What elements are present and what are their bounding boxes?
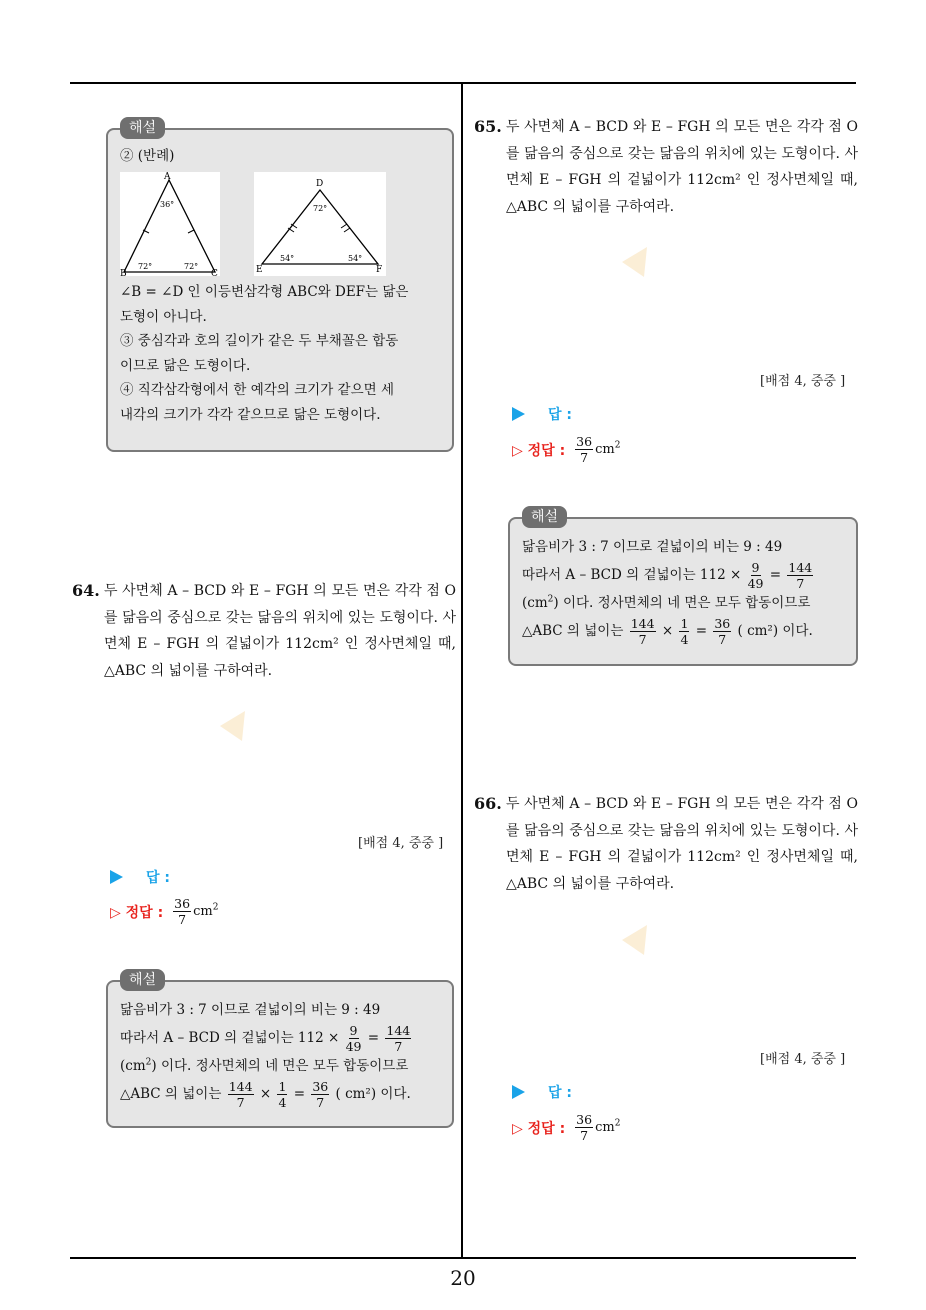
tri1-right-angle: 72° (184, 262, 199, 271)
answer-unit: $cm^2$ (193, 902, 219, 919)
exp-line: 도형이 아니다. (120, 308, 207, 325)
exp-line-4: △ABC 의 넓이는 $\frac{144}{7}$ × $\frac{1}{4}$ = $\frac{36}{7}$ ( cm²) 이다. (120, 1079, 411, 1110)
answer-arrow-icon (512, 407, 525, 421)
exp-line-1: 닮음비가 3 : 7 이므로 겉넓이의 비는 9 : 49 (522, 539, 783, 555)
answer-unit: $cm^2$ (595, 1118, 621, 1135)
explanation-tag: 해설 (522, 506, 567, 528)
tri2-right: F (376, 265, 383, 275)
tri1-apex: A (164, 172, 171, 182)
explanation-tag: 해설 (120, 969, 165, 991)
answer-fraction: $\frac{36}{7}$ (576, 434, 593, 465)
exp-line-2: 따라서 A – BCD 의 겉넓이는 112 × $\frac{9}{49}$ = $\frac{144}{7}$ (522, 559, 813, 591)
problem-number: 66. (474, 794, 502, 813)
problem-64 (72, 578, 456, 684)
tetrahedra-figure (180, 690, 380, 806)
tetrahedra-figure (582, 904, 782, 1020)
answer-fraction: $\frac{36}{7}$ (174, 896, 191, 927)
answer-arrow-icon (512, 1085, 525, 1099)
exp-line: ∠B = ∠D 인 이등변삼각형 ABC와 DEF는 닮은 (120, 284, 409, 300)
answer-label: 답 : (146, 870, 170, 886)
tri1-left-angle: 72° (138, 262, 153, 271)
answer-arrow-icon (110, 870, 123, 884)
exp-line: ④ 직각삼각형에서 한 예각의 크기가 같으면 세 (120, 382, 394, 398)
tri1-left: B (120, 269, 127, 276)
score-info: [배점 4, 중중 ] (760, 374, 846, 389)
explanation-tag: 해설 (120, 117, 165, 139)
exp-line: ③ 중심각과 호의 길이가 같은 두 부채꼴은 합동 (120, 333, 399, 349)
answer-label: 답 : (548, 1085, 572, 1101)
score-info: [배점 4, 중중 ] (760, 1052, 846, 1067)
counterexample-label: ② (반례) (120, 148, 175, 164)
tri2-right-angle: 54° (348, 254, 363, 263)
answer-unit: $cm^2$ (595, 440, 621, 457)
problem-65 (474, 114, 858, 220)
exp-line: 이므로 닮은 도형이다. (120, 357, 251, 374)
tetrahedra-figure (582, 226, 782, 342)
explanation-box-65 (508, 509, 858, 666)
tri1-right: C (211, 269, 218, 276)
tri2-left-angle: 54° (280, 254, 295, 263)
exp-line-2: 따라서 A – BCD 의 겉넓이는 112 × $\frac{9}{49}$ = $\frac{144}{7}$ (120, 1022, 411, 1054)
explanation-box-64 (106, 972, 454, 1128)
correct-answer: ▷ 정답 : $\frac{36}{7}$ $cm^2$ (512, 1112, 621, 1143)
outline-arrow-icon: ▷ (512, 442, 528, 459)
exp-line-3: $(cm^2)$ 이다. 정사면체의 네 면은 모두 합동이므로 (120, 1057, 409, 1074)
column-divider (461, 84, 463, 1257)
bottom-rule (70, 1257, 856, 1259)
page-number: 20 (450, 1266, 476, 1290)
triangle-def-figure (254, 172, 386, 276)
problem-text: 두 사면체 A – BCD 와 E – FGH 의 모든 면은 각각 점 O 를 닮음의 중심으로 갖는 닮음의 위치에 있는 도형이다. 사면체 E – FGH 의 겉넓이가 112cm² 인 정사면체일 때, △ABC 의 넓이를 구하여라. (506, 119, 858, 215)
tri2-apex: D (316, 179, 324, 189)
correct-answer: ▷ 정답 : $\frac{36}{7}$ $cm^2$ (110, 896, 219, 927)
exp-line: 내각의 크기가 각각 같으므로 닮은 도형이다. (120, 406, 381, 423)
problem-text: 두 사면체 A – BCD 와 E – FGH 의 모든 면은 각각 점 O 를 닮음의 중심으로 갖는 닮음의 위치에 있는 도형이다. 사면체 E – FGH 의 겉넓이가 112cm² 인 정사면체일 때, △ABC 의 넓이를 구하여라. (104, 583, 456, 679)
outline-arrow-icon: ▷ (512, 1120, 528, 1137)
answer-label: 답 : (548, 407, 572, 423)
exp-line-4: △ABC 의 넓이는 $\frac{144}{7}$ × $\frac{1}{4}$ = $\frac{36}{7}$ ( cm²) 이다. (522, 616, 813, 647)
triangle-abc-figure (120, 172, 220, 276)
problem-66 (474, 791, 858, 897)
exp-line-3: $(cm^2)$ 이다. 정사면체의 네 면은 모두 합동이므로 (522, 594, 811, 611)
problem-number: 65. (474, 117, 502, 136)
answer-fraction: $\frac{36}{7}$ (576, 1112, 593, 1143)
score-info: [배점 4, 중중 ] (358, 836, 444, 851)
correct-answer: ▷ 정답 : $\frac{36}{7}$ $cm^2$ (512, 434, 621, 465)
top-rule (70, 82, 856, 84)
tri2-top-angle: 72° (313, 204, 328, 213)
outline-arrow-icon: ▷ (110, 904, 126, 921)
problem-number: 64. (72, 581, 100, 600)
problem-text: 두 사면체 A – BCD 와 E – FGH 의 모든 면은 각각 점 O 를 닮음의 중심으로 갖는 닮음의 위치에 있는 도형이다. 사면체 E – FGH 의 겉넓이가 112cm² 인 정사면체일 때, △ABC 의 넓이를 구하여라. (506, 796, 858, 892)
explanation-box-top (106, 120, 454, 452)
exp-line-1: 닮음비가 3 : 7 이므로 겉넓이의 비는 9 : 49 (120, 1002, 381, 1018)
tri2-left: E (256, 265, 263, 275)
tri1-top-angle: 36° (160, 200, 175, 209)
